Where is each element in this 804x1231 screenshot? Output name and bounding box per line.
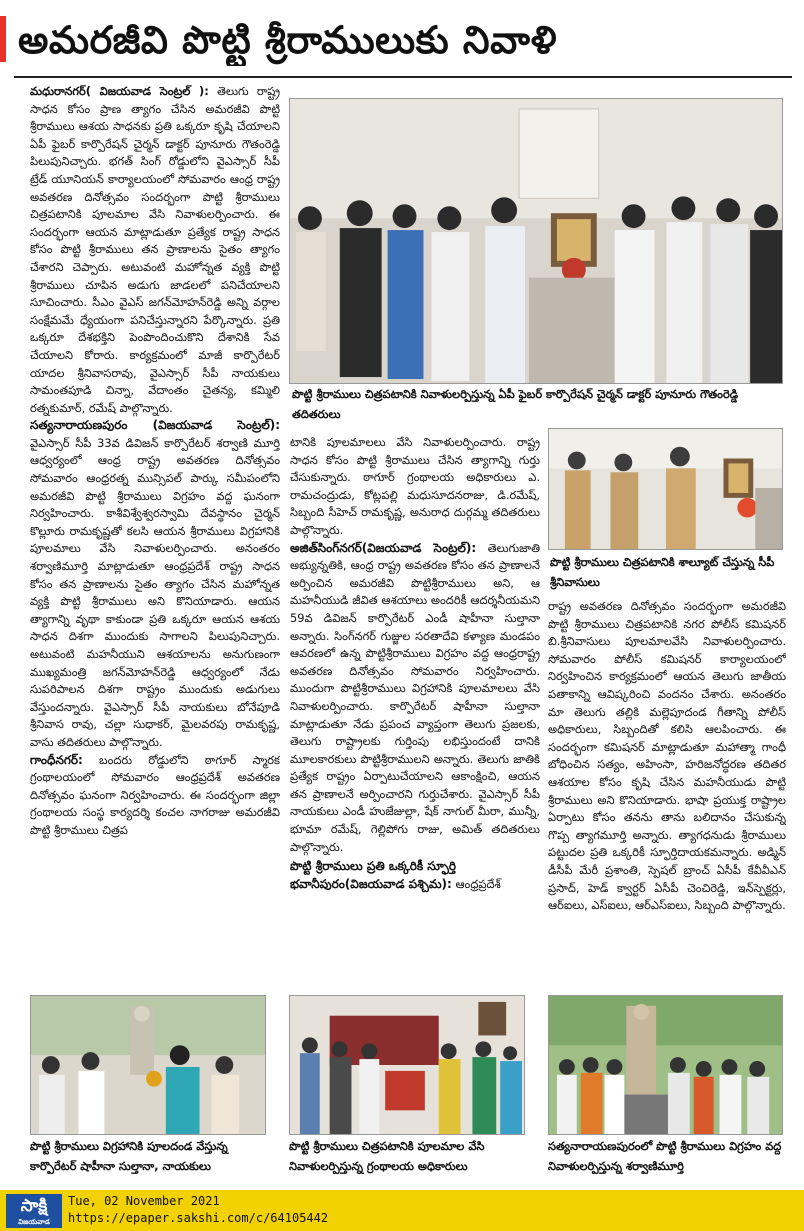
article-paragraph: [548, 598, 786, 915]
photo-statue-group-image: [549, 996, 782, 1134]
paragraph-text: తెలుగు రాష్ట్ర సాధన కోసం ప్రాణ త్యాగం చేసిన అమరజీవి పొట్టి శ్రీరాములు ఆశయ సాధనకు ప్రతి ఒక్కరూ కృషి చేయాలని ఏపీ ఫైబర్ కార్పొరేషన్ చైర్మన్ డాక్టర్ పూనూరు గౌతంరెడ్డి పిలుపునిచ్చారు. భగత్ సింగ్ రోడ్డులోని వైఎస్సార్ సీపీ ట్రేడ్ యూనియన్ కార్యాలయంలో సోమవారం ఆంధ్ర రాష్ట్ర అవతరణ దినోత్సవం సందర్భంగా పొట్టి శ్రీరాములు చిత్రపటానికి పూలమాల వేసి నివాళులర్పించారు. ఈ సందర్భంగా ఆయన మాట్లాడుతూ ప్రత్యేక రాష్ట్ర సాధన కోసం పొట్టి శ్రీరాములు తన ప్రాణాలను సైతం త్యాగం చేశారని చెప్పారు. అటువంటి మహోన్నత వ్యక్తి పొట్టి శ్రీరాములు చూపిన అడుగు జాడలలో పనిచేయాలని సూచించారు. సీఎం వైఎస్ జగన్‌మోహన్‌రెడ్డి అన్ని వర్గాల సంక్షేమమే ధ్యేయంగా పనిచేస్తున్నారని పేర్కొన్నారు. ప్రతి ఒక్కరూ దేశభక్తిని పెంపొందించుకొని దేశానికి సేవ చేయాలని కోరారు. కార్యక్రమంలో మాజీ కార్పొరేటర్ యాదల శ్రీనివాసరావు, వైఎస్సార్ సీపీ నాయకులు సామంతపూడి చిన్నా, వేదాంతం చైతన్య, కమ్మిలి రత్నకుమార్, రమేష్ పాల్గొన్నారు.: [30, 84, 280, 415]
article-column-right: [548, 598, 786, 992]
paragraph-text: తెలుగుజాతి అభ్యున్నతికి, ఆంధ్ర రాష్ట్ర అవతరణ కోసం తన ప్రాణాలనే అర్పించిన అమరజీవి పొట్టిశ్రీరాములు అని, ఆ మహనీయుడి జీవిత ఆశయాలు అందరికీ ఆదర్శనీయమని 59వ డివిజన్ కార్పొరేటర్ ఎండీ షాహీనా సుల్తానా అన్నారు. సింగ్‌నగర్ గుజ్జుల సరతాదేవి కళ్యాణ మండపం ఆవరణలో ఉన్న పొట్టిశ్రీరాములు విగ్రహం వద్ద ఆంధ్రరాష్ట్ర అవతరణ దినోత్సవం సోమవారం నిర్వహించారు. ముందుగా పొట్టిశ్రీరాములు విగ్రహానికి పూలమాలలు వేసి నివాళులర్పించారు. కార్పొరేటర్ షాహీనా సుల్తానా మాట్లాడుతూ నేడు ప్రపంచ వ్యాప్తంగా తెలుగు ప్రజలకు, తెలుగు రాష్ట్రాలకు గుర్తింపు లభిస్తుందంటే దానికి మూలకారకులు పొట్టిశ్రీరాములని అన్నారు. తెలుగు జాతికి ప్రత్యేక రాష్ట్రం ఏర్పాటుచేయాలని ఆకాంక్షించి, ఆయన తన ప్రాణాలనే అర్పించారని గుర్తుచేశారు. వైఎస్సార్ సీపీ నాయకులు ఎండీ హుజేజుల్లా, షేక్ నాగుల్ మీరా, మున్నీ, భూమా రమేష్, గెల్లిపోగు రాజు, అమిత్ తదితరులు పాల్గొన్నారు.: [290, 540, 540, 854]
paragraph-text: వైఎస్సార్ సీపీ 33వ డివిజన్ కార్పొరేటర్ శర్వాణి మూర్తి ఆధ్వర్యంలో ఆంధ్ర రాష్ట్ర అవతరణ దినోత్సవం సోమవారం ఆంధ్రరత్న మున్సిపల్ పార్కు సమీపంలోని అమరజీవి పొట్టి శ్రీరాములు విగ్రహం వద్ద ఘనంగా నిర్వహించారు. కాశీవిశ్వేశ్వరస్వామి దేవస్థానం చైర్మన్ కొల్లూరు రామకృష్ణతో కలసి ఆయన శ్రీరాములు విగ్రహానికి పూలమాలు వేసి నివాళులర్పించారు. అనంతరం శర్వాణిమూర్తి మాట్లాడుతూ ఆంధ్రప్రదేశ్ రాష్ట్ర సాధన కోసం తన ప్రాణాలను సైతం త్యాగం చేసిన మహోన్నత వ్యక్తి పొట్టి శ్రీరాములు అని కొనియాడారు. ఆయన త్యాగాన్ని వృథా కాకుండా ప్రతి ఒక్కరూ ఆయన ఆశయ సాధన దిశగా ముందుకు సాగాలని పిలుపునిచ్చారు. అటువంటి మహనీయుని ఆశయాలను అనుగుణంగా ముఖ్యమంత్రి జగన్‌మోహన్‌రెడ్డి ఆధ్వర్యంలో నేడు సుపరిపాలన దిశగా రాష్ట్రం ముందుకు అడుగులు వేస్తుందన్నారు. వైఎస్సార్ సీపీ నాయకులు బోనేపూడి శ్రీనివాస రావు, చల్లా సుధాకర్, మైలవరపు రామకృష్ణ, వాసు తదితరులు పాల్గొన్నారు.: [30, 435, 280, 749]
photo-police-salute: [548, 428, 783, 550]
article-subheadline: [290, 858, 540, 876]
photo-police-image: [549, 429, 782, 549]
paragraph-text: రాష్ట్ర అవతరణ దినోత్సవం సందర్భంగా అమరజీవి పొట్టి శ్రీరాములు చిత్రపటానికి నగర పోలీస్ కమిషనర్ బి.శ్రీనివాసులు పూలమాలవేసి నివాళులర్పించారు. సోమవారం పోలీస్ కమిషనర్ కార్యాలయంలో నిర్వహించిన కార్యక్రమంలో ఆయన తెలుగు జాతీయ పతాకాన్ని ఆవిష్కరించి వందనం చేశారు. అనంతరం మా తెలుగు తల్లికి మల్లెపూదండ గీతాన్ని పోలీస్ అధికారులు, సిబ్బందితో కలిసి ఆలపించారు. ఈ సందర్భంగా కమిషనర్ మాట్లాడుతూ మహాత్మా గాంధీ బోధించిన సత్యం, అహింసా, హరిజనోద్ధరణ తదితర ఆశయాల కోసం కృషి చేసిన మహనీయుడు పొట్టి శ్రీరాములు అని కొనియాడారు. భాషా ప్రయుక్త రాష్ట్రాల ఏర్పాటు కోసం తనను తాను బలిదానం చేసుకున్న గొప్ప త్యాగమూర్తి అన్నారు. త్యాగధనుడు శ్రీరాములు పట్టుదల ప్రతి ఒక్కరికీ స్ఫూర్తిదాయకమన్నారు. అడ్మిన్ డీసీపీ మేరీ ప్రశాంతి, స్పెషల్ బ్రాంచ్ ఏసీపీ కేవీవీఎన్ ప్రసాద్, హెడ్ క్వార్టర్ ఏసీపీ చెంచిరెడ్డి, ఇన్‌స్పెక్టర్లు, ఆర్‌ఐలు, ఎస్‌ఐలు, ఆర్‌ఎస్‌ఐలు, సిబ్బంది పాల్గొన్నారు.: [548, 599, 786, 913]
footer-bar: [0, 1190, 804, 1231]
article-paragraph: [30, 752, 280, 840]
edition-date: Tue, 02 November 2021: [68, 1194, 220, 1208]
photo-library-image: [290, 996, 524, 1134]
headline: అమరజీవి పొట్టి శ్రీరాములుకు నివాళి: [18, 18, 557, 62]
caption-police-photo: పొట్టి శ్రీరాములు చిత్రపటానికి శాల్యూట్ చేస్తున్న సీపీ శ్రీనివాసులు: [550, 555, 775, 589]
photo-statue-garland-image: [31, 996, 265, 1134]
epaper-link[interactable]: https://epaper.sakshi.com/c/64105442: [68, 1211, 329, 1225]
article-paragraph: [290, 540, 540, 857]
photo-group-image: [290, 99, 782, 383]
headline-rule: [14, 76, 792, 78]
caption-bottom-left: పొట్టి శ్రీరాములు విగ్రహానికి పూలదండ వేస్తున్న కార్పొరేటర్ షాహీనా సుల్తానా, నాయకులు: [30, 1139, 228, 1173]
caption-bottom-right: సత్యనారాయణపురంలో పొట్టి శ్రీరాములు విగ్రహం వద్ద నివాళులర్పిస్తున్న శర్వాణిమూర్తి: [548, 1139, 782, 1173]
logo-text: సాక్షి: [20, 1196, 48, 1216]
paragraph-text: టానికి పూలమాలలు వేసి నివాళులర్పించారు. రాష్ట్ర సాధన కోసం పొట్టి శ్రీరాములు చేసిన త్యాగాన్ని గుర్తు చేసుకున్నారు. ఠాగూర్ గ్రంథాలయ అధికారులు ఎ. రామచంద్రుడు, కోట్లపల్లి మధుసూదనరాజు, డి.రమేష్, సిబ్బంది సీహెచ్ రామకృష్ణ, అనురాధ దుర్గమ్మ తదితరులు పాల్గొన్నారు.: [290, 435, 540, 537]
article-paragraph: [30, 417, 280, 751]
dateline: గాంధీనగర్:: [30, 752, 83, 767]
logo-edition: విజయవాడ: [18, 1218, 50, 1226]
photo-bottom-left: [30, 995, 266, 1135]
subheadline: పొట్టి శ్రీరాములు ప్రతి ఒక్కరికీ స్ఫూర్తి: [290, 859, 456, 874]
article-paragraph: [290, 434, 540, 540]
caption-bottom-middle: పొట్టి శ్రీరాములు చిత్రపటానికి పూలమాల వేసి నివాళులర్పిస్తున్న గ్రంథాలయ అధికారులు: [289, 1139, 485, 1173]
caption-top-photo: పొట్టి శ్రీరాములు చిత్రపటానికి నివాళులర్పిస్తున్న ఏపీ ఫైబర్ కార్పొరేషన్ చైర్మన్ డాక్టర్ పూనూరు గౌతంరెడ్డి తదితరులు: [292, 387, 739, 421]
sakshi-logo: [6, 1194, 62, 1228]
photo-bottom-right: [548, 995, 783, 1135]
photo-top-group: [289, 98, 783, 384]
dateline: మధురానగర్( విజయవాడ సెంట్రల్ ):: [30, 84, 209, 98]
headline-accent-bar: [0, 16, 6, 62]
dateline: అజిత్‌సింగ్‌నగర్(విజయవాడ సెంట్రల్):: [290, 540, 477, 555]
article-column-left: [30, 83, 280, 989]
dateline: సత్యనారాయణపురం (విజయవాడ సెంట్రల్):: [30, 418, 280, 433]
photo-bottom-middle: [289, 995, 525, 1135]
paragraph-text: బందరు రోడ్డులోని ఠాగూర్ స్మారక గ్రంథాలయంలో సోమవారం ఆంధ్రప్రదేశ్ అవతరణ దినోత్సవం ఘనంగా నిర్వహించారు. ఈ సందర్భంగా జిల్లా గ్రంథాలయ సంస్థ కార్యదర్శి కంచల నాగరాజు అమరజీవి పొట్టి శ్రీరాములు చిత్రప: [30, 752, 280, 837]
article-column-middle: [290, 434, 540, 992]
article-paragraph: [30, 83, 280, 417]
article-paragraph: [290, 876, 540, 894]
dateline: భవానీపురం(విజయవాడ పశ్చిమ):: [290, 876, 452, 891]
paragraph-text: ఆంధ్రప్రదేశ్: [455, 876, 501, 891]
